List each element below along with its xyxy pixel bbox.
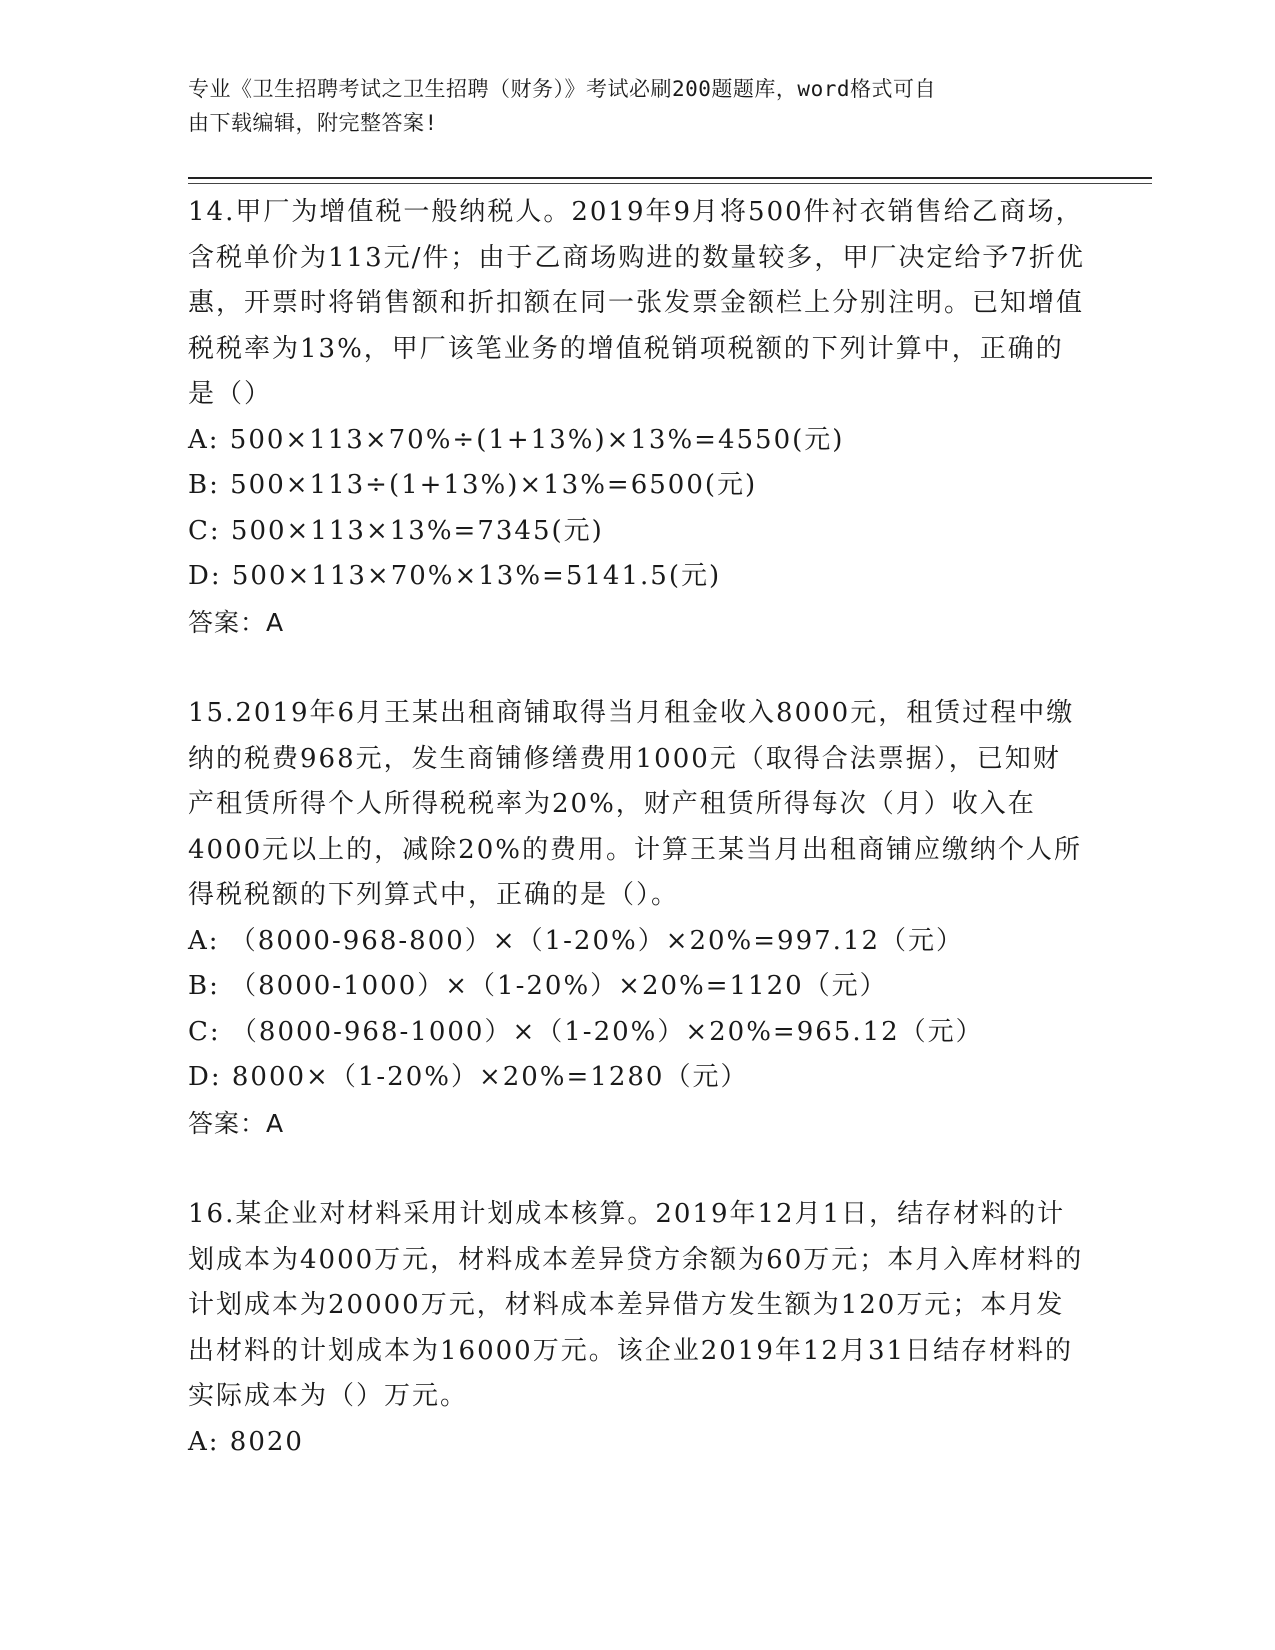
question-15 <box>188 691 1088 1146</box>
question-text: 15.2019年6月王某出租商铺取得当月租金收入8000元，租赁过程中缴纳的税费968元，发生商铺修缮费用1000元（取得合法票据），已知财产租赁所得个人所得税税率为20%，财产租赁所得每次（月）收入在4000元以上的，减除20%的费用。计算王某当月出租商铺应缴纳个人所得税税额的下列算式中，正确的是（）。 <box>188 698 1082 910</box>
option-c: C: 500×113×13%=7345(元) <box>188 515 604 546</box>
question-text: 14.甲厂为增值税一般纳税人。2019年9月将500件衬衣销售给乙商场，含税单价为113元/件；由于乙商场购进的数量较多，甲厂决定给予7折优惠，开票时将销售额和折扣额在同一张发票金额栏上分别注明。已知增值税税率为13%，甲厂该笔业务的增值税销项税额的下列计算中，正确的是（） <box>188 197 1085 409</box>
option-d: D: 8000×（1-20%）×20%=1280（元） <box>188 1062 749 1092</box>
answer-label: 答案：A <box>188 1108 285 1138</box>
question-14 <box>188 190 1088 645</box>
option-c: C: （8000-968-1000）×（1-20%）×20%=965.12（元） <box>188 1016 984 1047</box>
option-b: B: （8000-1000）×（1-20%）×20%=1120（元） <box>188 971 888 1001</box>
header-divider-thin <box>188 183 1152 184</box>
header-line-1: 专业《卫生招聘考试之卫生招聘（财务）》考试必刷200题题库，word格式可自 <box>188 77 936 101</box>
answer-label: 答案：A <box>188 607 285 637</box>
option-a: A: （8000-968-800）×（1-20%）×20%=997.12（元） <box>188 925 965 956</box>
question-16 <box>188 1192 1088 1465</box>
option-b: B: 500×113÷(1+13%)×13%=6500(元) <box>188 470 758 500</box>
document-header <box>188 72 1068 140</box>
option-a: A: 500×113×70%÷(1+13%)×13%=4550(元) <box>188 424 845 455</box>
option-d: D: 500×113×70%×13%=5141.5(元) <box>188 561 722 591</box>
option-a: A: 8020 <box>188 1426 304 1457</box>
header-divider <box>188 177 1152 179</box>
question-list <box>188 190 1088 1511</box>
question-text: 16.某企业对材料采用计划成本核算。2019年12月1日，结存材料的计划成本为4000万元，材料成本差异贷方余额为60万元；本月入库材料的计划成本为20000万元，材料成本差异借方发生额为120万元；本月发出材料的计划成本为16000万元。该企业2019年12月31日结存材料的实际成本为（）万元。 <box>188 1199 1084 1411</box>
header-line-2: 由下载编辑，附完整答案! <box>188 111 438 135</box>
